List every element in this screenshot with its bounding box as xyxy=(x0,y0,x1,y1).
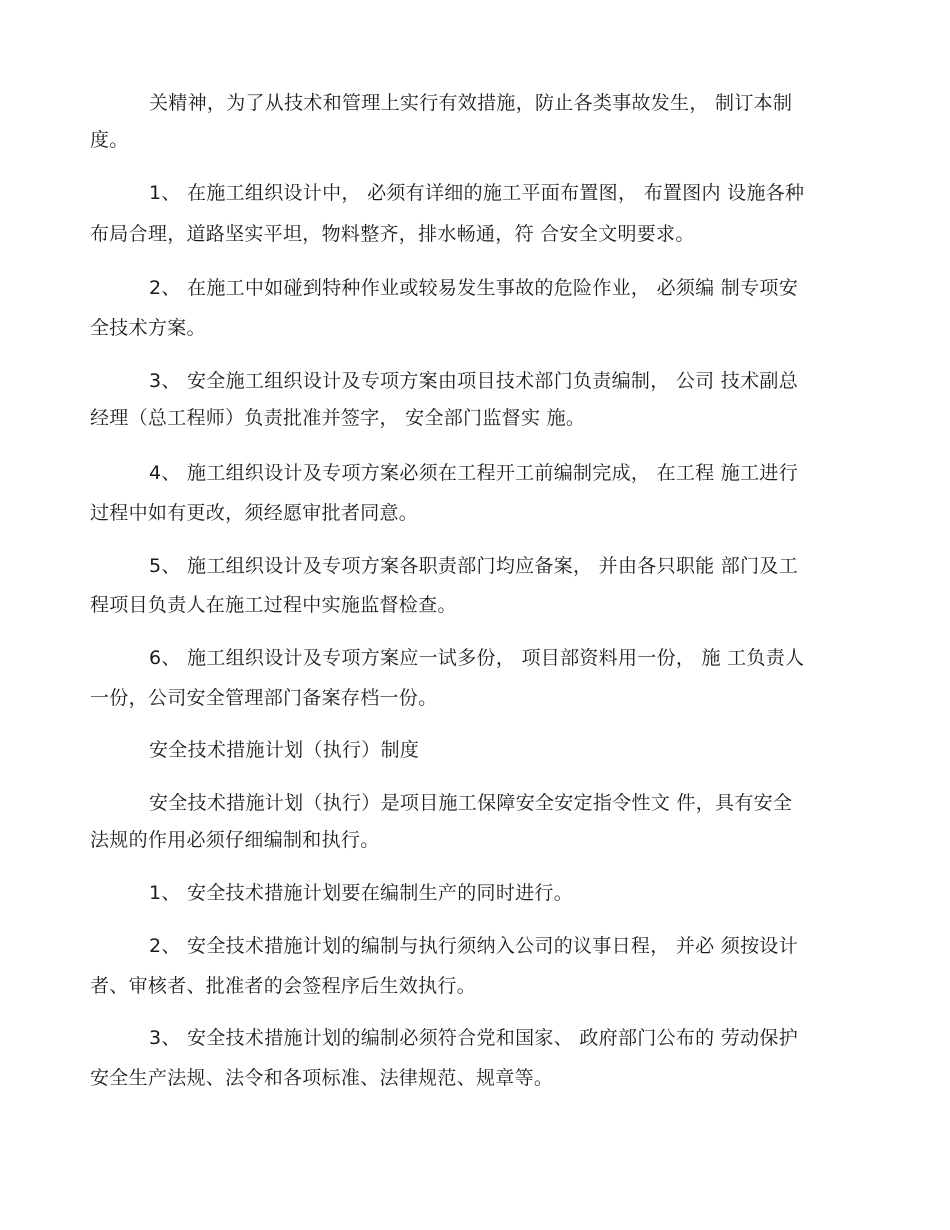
section-list-item-3-line-1: 3、 安全技术措施计划的编制必须符合党和国家、 政府部门公布的 劳动保护 xyxy=(149,1027,799,1049)
list-item-6-line-2: 一份，公司安全管理部门备案存档一份。 xyxy=(90,687,438,709)
list-item-2-line-2: 全技术方案。 xyxy=(90,317,206,339)
section-intro-line-1: 安全技术措施计划（执行）是项目施工保障安全安定指令性文 件，具有安全 xyxy=(149,792,793,814)
paragraph-intro-line-2: 度。 xyxy=(90,129,129,151)
section-list-item-3-line-2: 安全生产法规、法令和各项标准、法律规范、规章等。 xyxy=(90,1067,554,1089)
list-item-4-line-2: 过程中如有更改，须经愿审批者同意。 xyxy=(90,502,419,524)
list-item-5-line-1: 5、 施工组织设计及专项方案各职责部门均应备案， 并由各只职能 部门及工 xyxy=(149,555,799,577)
list-item-1-line-1: 1、 在施工组织设计中， 必须有详细的施工平面布置图， 布置图内 设施各种 xyxy=(149,182,805,204)
section-list-item-1: 1、 安全技术措施计划要在编制生产的同时进行。 xyxy=(149,882,574,904)
list-item-3-line-1: 3、 安全施工组织设计及专项方案由项目技术部门负责编制， 公司 技术副总 xyxy=(149,370,799,392)
list-item-3-line-2: 经理（总工程师）负责批准并签字， 安全部门监督实 施。 xyxy=(90,407,586,429)
list-item-6-line-1: 6、 施工组织设计及专项方案应一试多份， 项目部资料用一份， 施 工负责人 xyxy=(149,647,805,669)
list-item-4-line-1: 4、 施工组织设计及专项方案必须在工程开工前编制完成， 在工程 施工进行 xyxy=(149,462,799,484)
section-list-item-2-line-1: 2、 安全技术措施计划的编制与执行须纳入公司的议事日程， 并必 须按设计 xyxy=(149,935,799,957)
section-heading: 安全技术措施计划（执行）制度 xyxy=(149,739,420,761)
section-list-item-2-line-2: 者、审核者、批准者的会签程序后生效执行。 xyxy=(90,975,477,997)
paragraph-intro-line-1: 关精神，为了从技术和管理上实行有效措施，防止各类事故发生， 制订本制 xyxy=(149,92,793,114)
list-item-5-line-2: 程项目负责人在施工过程中实施监督检查。 xyxy=(90,594,457,616)
list-item-2-line-1: 2、 在施工中如碰到特种作业或较易发生事故的危险作业， 必须编 制专项安 xyxy=(149,277,799,299)
list-item-1-line-2: 布局合理，道路坚实平坦，物料整齐，排水畅通，符 合安全文明要求。 xyxy=(90,223,695,245)
section-intro-line-2: 法规的作用必须仔细编制和执行。 xyxy=(90,829,380,851)
